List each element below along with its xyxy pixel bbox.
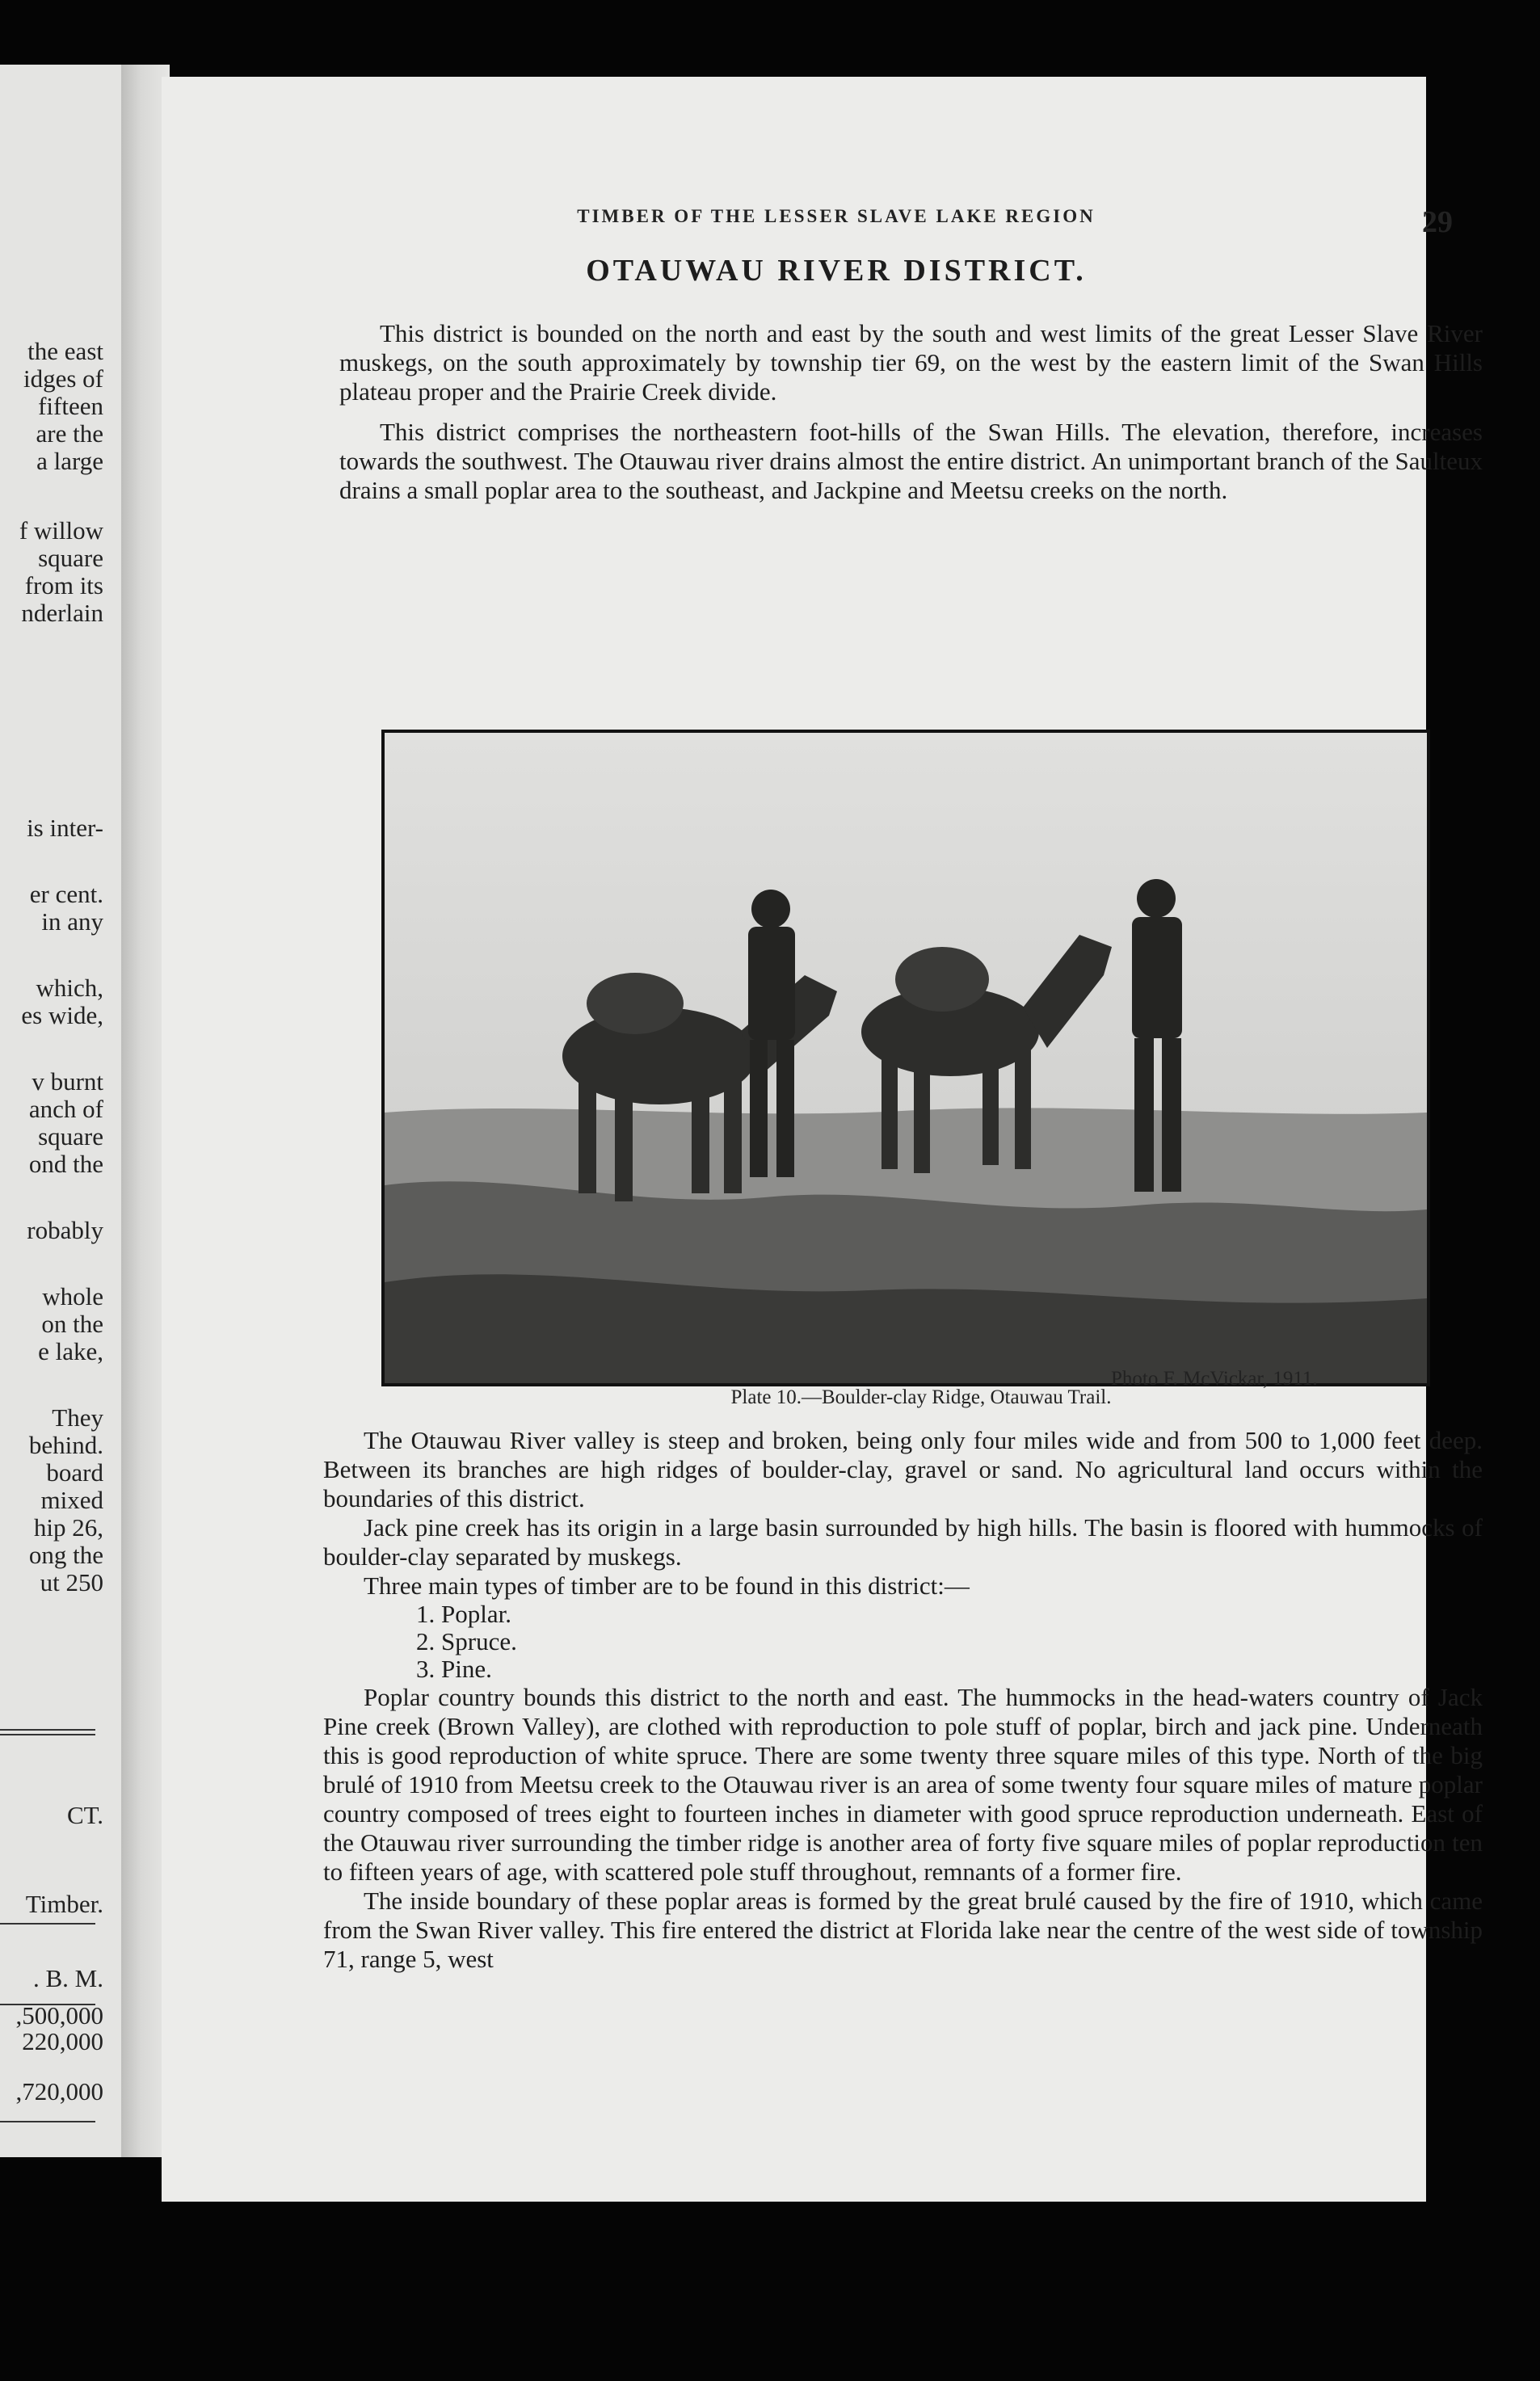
left-page-line: robably xyxy=(27,1216,103,1244)
left-page-line: v burnt xyxy=(32,1067,103,1096)
left-page-line: which, xyxy=(36,974,103,1002)
left-page-line: nderlain xyxy=(21,599,103,627)
left-page-line: the east xyxy=(27,337,103,365)
paragraph: Three main types of timber are to be found in this district:— xyxy=(364,1571,970,1600)
left-page-rule xyxy=(0,2004,95,2005)
pack-load-left xyxy=(587,973,684,1034)
list-item: 2. Spruce. xyxy=(416,1627,517,1655)
left-page-line: board xyxy=(46,1458,103,1487)
page-number: 29 xyxy=(1422,205,1453,239)
paragraph: The inside boundary of these poplar areas is formed by the great brulé caused by the fire of 1910, which came from the Swan River valley. This fire entered the district at Florida lake near the centre of the west side of township 71, range 5, west xyxy=(323,1887,1483,1973)
left-page-rule xyxy=(0,1729,95,1731)
left-page-line: ,500,000 xyxy=(15,2001,103,2030)
left-page-line: fifteen xyxy=(38,392,103,420)
plate-photograph xyxy=(381,730,1430,1386)
left-page-rule xyxy=(0,2121,95,2122)
left-page-line: are the xyxy=(36,419,103,448)
left-page-line: hip 26, xyxy=(33,1513,103,1542)
left-page-line: Timber. xyxy=(25,1890,103,1918)
left-page-line: mixed xyxy=(40,1486,103,1514)
left-page-line: anch of xyxy=(28,1095,103,1123)
left-page-line: ong the xyxy=(28,1541,103,1569)
left-page-line: CT. xyxy=(66,1801,103,1829)
paragraph: Jack pine creek has its origin in a large basin surrounded by high hills. The basin is floored with hummocks of boulder-clay separated by muskegs. xyxy=(323,1513,1483,1571)
photo-image xyxy=(385,733,1427,1383)
pack-load-right xyxy=(895,947,989,1012)
paragraph: The Otauwau River valley is steep and broken, being only four miles wide and from 500 to 1,000 feet deep. Between its branches are high ridges of boulder-clay, gravel or sand. No agricultural land occurs within the boundaries of this district. xyxy=(323,1426,1483,1512)
left-page-line: f willow xyxy=(19,516,103,545)
photo-credit: Photo F. McVickar, 1911. xyxy=(1111,1368,1318,1390)
running-head: TIMBER OF THE LESSER SLAVE LAKE REGION xyxy=(577,206,1096,226)
left-page-line: ut 250 xyxy=(40,1568,103,1596)
left-page-line: from its xyxy=(24,571,103,599)
left-page-line: is inter- xyxy=(27,814,103,842)
body-paragraphs xyxy=(323,1426,1483,1974)
left-page-rule xyxy=(0,1734,95,1735)
list-item: 1. Poplar. xyxy=(416,1600,511,1628)
section-heading: OTAUWAU RIVER DISTRICT. xyxy=(586,254,1087,288)
left-page-line: . B. M. xyxy=(33,1964,103,1992)
left-page-fragment xyxy=(0,65,121,2157)
book-page xyxy=(162,77,1483,2202)
left-page-line: square xyxy=(38,1122,103,1151)
left-page-line: 220,000 xyxy=(22,2027,103,2055)
left-page-line: e lake, xyxy=(38,1337,103,1365)
left-page-line: whole xyxy=(42,1282,103,1310)
paragraph: This district comprises the northeastern foot-hills of the Swan Hills. The elevation, therefore, increases towards the southwest. The Otauwau river drains almost the entire district. An unimportant branch of the Saulteux drains a small poplar area to the southeast, and Jackpine and Meetsu creeks on the north. xyxy=(339,418,1483,504)
left-page-line: er cent. xyxy=(29,880,103,908)
left-page-line: a large xyxy=(36,447,103,475)
left-page-line: They xyxy=(52,1403,103,1432)
left-page-line: ond the xyxy=(28,1150,103,1178)
paragraph: Poplar country bounds this district to the north and east. The hummocks in the head-waters country of Jack Pine creek (Brown Valley), are clothed with reproduction to pole stuff of poplar, birch and jack pine. Underneath this is good reproduction of white spruce. There are some twenty three square miles of this type. North of the big brulé of 1910 from Meetsu creek to the Otauwau river is an area of some twenty four square miles of mature poplar country composed of trees eight to fourteen inches in diameter with good spruce reproduction underneath. East of the Otauwau river surrounding the timber ridge is another area of forty five square miles of poplar reproduction ten to fifteen years of age, with scattered pole stuff throughout, remnants of a former fire. xyxy=(323,1683,1483,1886)
list-item: 3. Pine. xyxy=(416,1655,492,1683)
paragraph: This district is bounded on the north and east by the south and west limits of the great Lesser Slave River muskegs, on the south approximately by township tier 69, on the west by the eastern limit of the Swan Hills plateau proper and the Prairie Creek divide. xyxy=(339,319,1483,406)
left-page-line: behind. xyxy=(28,1431,103,1459)
plate-caption: Plate 10.—Boulder-clay Ridge, Otauwau Trail. xyxy=(730,1386,1112,1408)
left-page-line: on the xyxy=(41,1310,103,1338)
intro-paragraphs xyxy=(339,319,1483,505)
left-page-line: idges of xyxy=(23,364,103,393)
left-page-rule xyxy=(0,1923,95,1925)
left-page-line: es wide, xyxy=(21,1001,103,1029)
left-page-line: ,720,000 xyxy=(15,2077,103,2105)
left-page-line: in any xyxy=(41,907,103,936)
left-page-line: square xyxy=(38,544,103,572)
